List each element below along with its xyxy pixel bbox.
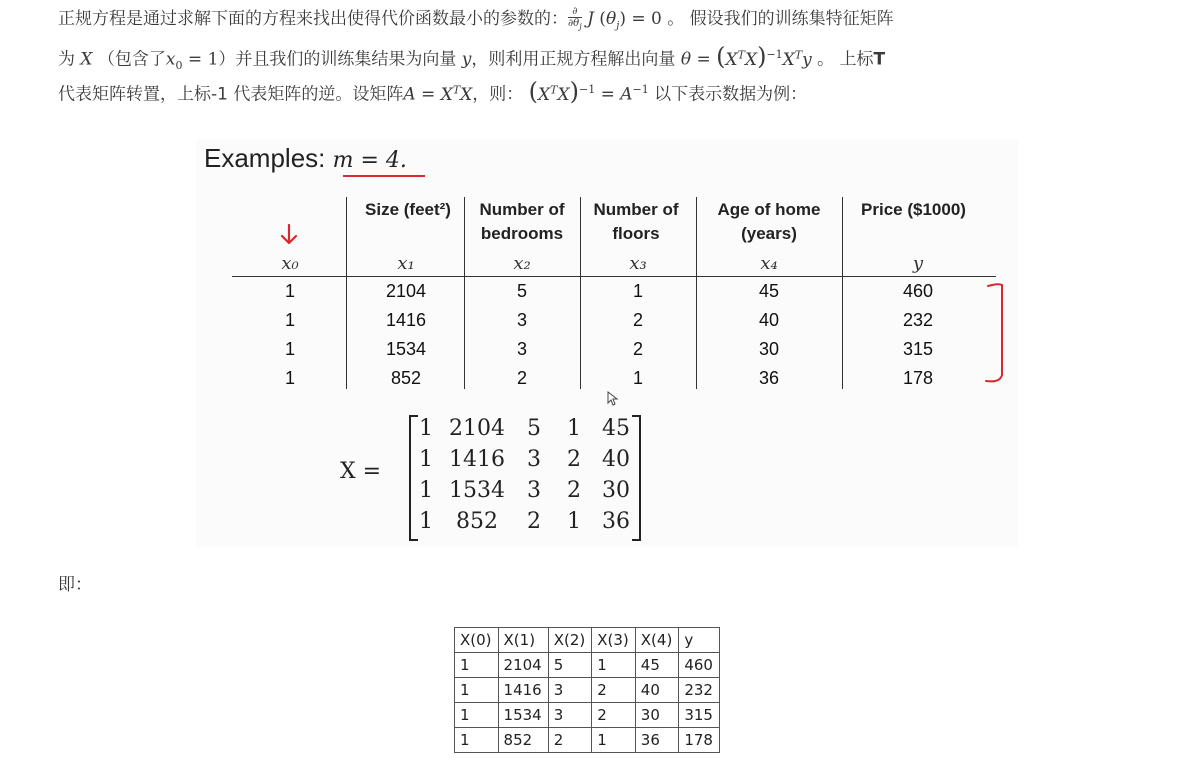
var-x1: x₁ [397, 253, 415, 274]
table-header-row: X(0) X(1) X(2) X(3) X(4) y [455, 628, 720, 653]
ji-label: 即： [58, 575, 92, 595]
col-divider-3 [580, 197, 581, 389]
col-divider-4 [696, 197, 697, 389]
cursor-icon [607, 391, 619, 407]
col-divider-5 [842, 197, 843, 389]
table-row: 1 1416 3 2 40 232 [455, 678, 720, 703]
intro-line-2: 为 X （包含了$x_0 = 1$）并且我们的训练集结果为向量 y，则利用正规方程解出向量 $\theta = (X^TX)^{-1}X^Ty$ 。 上标T [58, 42, 886, 73]
red-bracket-mark [982, 277, 1018, 389]
var-x0: x₀ [281, 253, 299, 274]
header-price: Price ($1000) [861, 200, 966, 219]
var-x3: x₃ [629, 253, 647, 274]
table-row: 1 852 2 1 36 178 [455, 728, 720, 753]
col-divider-2 [464, 197, 465, 389]
intro-line-3: 代表矩阵转置，上标-1 代表矩阵的逆。设矩阵$A = X^TX$，则： $(X^TX)^{-1} = A^{-1}$ 以下表示数据为例： [58, 77, 808, 106]
header-floors: Number of floors [593, 200, 679, 243]
data-table [454, 627, 720, 753]
var-x4: x₄ [760, 253, 778, 274]
header-bedrooms: Number of bedrooms [479, 200, 565, 243]
matrix-right-bracket [630, 415, 642, 541]
arrow-down-icon [278, 223, 300, 247]
matrix-label: X = [340, 459, 382, 484]
header-age: Age of home (years) [717, 200, 821, 243]
var-y: y [912, 253, 924, 274]
red-underline [343, 175, 425, 177]
intro-paragraph [58, 4, 1158, 105]
partial-derivative: $\frac{\partial}{\partial\theta_j}$ [568, 6, 582, 31]
col-divider-1 [346, 197, 347, 389]
var-x2: x₂ [513, 253, 531, 274]
intro-line-1: 正规方程是通过求解下面的方程来找出使得代价函数最小的参数的： $\frac{\partial}{\partial\theta_j}$ J $(\theta_j) = 0$ 。 假设我们的训练集特征矩阵 [58, 6, 894, 32]
example-figure: Examples: m = 4. Size (feet²) Number of bedrooms Number of floors Age of home (years) Price ($1000) x₀ x₁ x₂ x₃ x₄ y 1 2104 5 1 45 460 1 1416 3 2 40 232 1 1534 3 2 30 315 1 852 2 1 36 178 X = 1 2104 5 1 45 1 1416 3 2 40 1 1534 3 2 30 1 852 2 1 36 [196, 139, 1018, 547]
header-size: Size (feet²) [365, 200, 451, 219]
figure-title: Examples: m = 4. [204, 143, 407, 173]
table-row: 1 2104 5 1 45 460 [455, 653, 720, 678]
table-row: 1 1534 3 2 30 315 [455, 703, 720, 728]
